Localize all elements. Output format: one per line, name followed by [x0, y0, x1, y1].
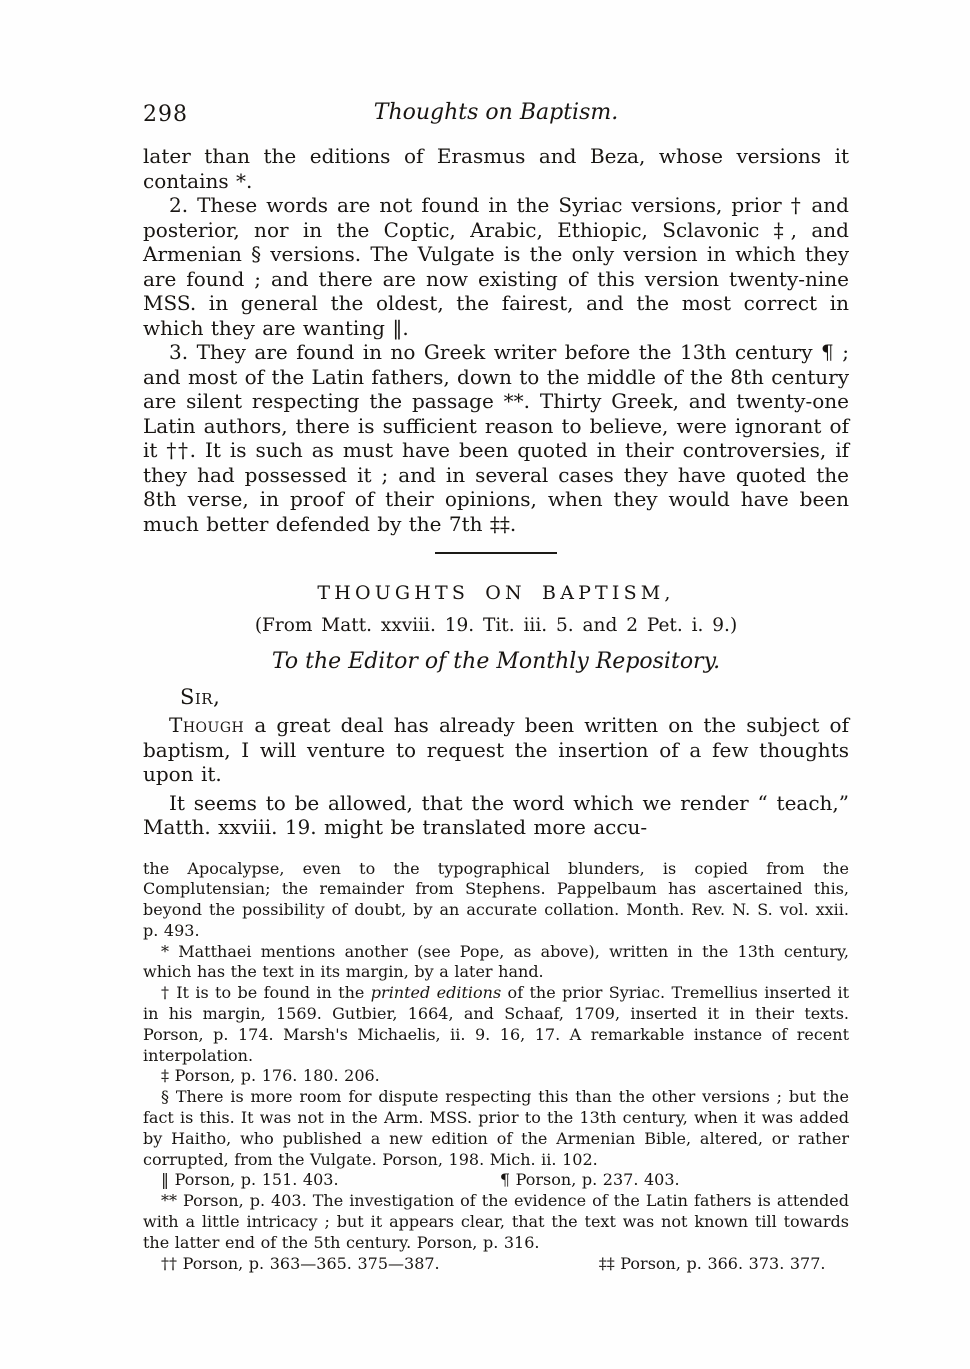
footnote-double-double-dagger: ‡‡ Porson, p. 366. 373. 377.	[598, 1253, 826, 1273]
footnote-two-column-row	[143, 1254, 849, 1275]
footnote-pilcrow: ¶ Porson, p. 237. 403.	[499, 1170, 680, 1190]
letter-body	[143, 713, 849, 840]
footnote-section-mark: § There is more room for dispute respecting this than the other versions ; but the fact is this. It was not in the Arm. MSS. prior to the 13th century, when it was added by Haitho, who published a new edition of the Armenian Bible, altered, or rather corrupted, from the Vulgate. Porson, 198. Mich. ii. 102.	[143, 1087, 849, 1169]
running-title: Thoughts on Baptism.	[373, 100, 619, 125]
article-continuation	[143, 144, 849, 536]
salutation: Sir,	[180, 685, 221, 709]
page-number: 298	[143, 102, 188, 127]
paragraph-point-3: 3. They are found in no Greek writer before the 13th century ¶ ; and most of the Latin fathers, down to the middle of the 8th century are silent respecting the passage **. Thirty Greek, and twenty-one Latin authors, there is sufficient reason to believe, were ignorant of it ††. It is such as must have been quoted in their controversies, if they had possessed it ; and in several cases they have quoted the 8th verse, in proof of their opinions, when they would have been much better defended by the 7th ‡‡.	[143, 340, 849, 536]
footnote-double-dagger-double: †† Porson, p. 363—365. 375—387.	[161, 1253, 440, 1273]
footnote-double-star: ** Porson, p. 403. The investigation of the evidence of the Latin fathers is attended with a little intricacy ; but it appears clear, that the text was not known till towards the latter end of the 5th century. Porson, p. 316.	[143, 1191, 849, 1252]
footnote-text: of the prior Syriac. Tremellius inserted it in his margin, 1569. Gutbier, 1664, and Schaaf, 1709, inserted it in their texts. Porson, p. 174. Marsh's Michaelis, ii. 9. 16, 17. A remarkable instance of recent interpolation.	[143, 983, 850, 1065]
letter-paragraph-1	[143, 713, 849, 787]
page-header	[143, 100, 849, 130]
footnote-parallel: ‖ Porson, p. 151. 403.	[161, 1170, 339, 1190]
paragraph-point-2: 2. These words are not found in the Syriac versions, prior † and posterior, nor in the Coptic, Arabic, Ethiopic, Sclavonic ‡, and Armenian § versions. The Vulgate is the only version in which they are found ; and there are now existing of this version twenty-nine MSS. in general the oldest, the fairest, and the most correct in which they are wanting ‖.	[143, 193, 849, 340]
section-divider-rule	[435, 552, 557, 554]
paragraph-text: a great deal has already been written on the subject of baptism, I will venture to request the insertion of a few thoughts upon it.	[143, 713, 849, 786]
letter-paragraph-2: It seems to be allowed, that the word which we render “ teach,” Matth. xxviii. 19. might be translated more accu-	[143, 790, 849, 839]
article-address-line: To the Editor of the Monthly Repository.	[271, 649, 721, 674]
footnotes-block	[143, 859, 849, 1275]
footnote-italic-phrase: printed editions	[370, 983, 502, 1003]
footnote-text: † It is to be found in the	[161, 983, 371, 1003]
lead-word-small-caps: Though	[169, 713, 245, 737]
footnote-dagger	[143, 983, 849, 1066]
footnote-two-column-row	[143, 1170, 849, 1191]
new-article	[143, 582, 849, 840]
text-block	[143, 100, 849, 1274]
footnote-star: * Matthaei mentions another (see Pope, as above), written in the 13th century, which has the text in its margin, by a later hand.	[143, 941, 849, 982]
paragraph-continuation: later than the editions of Erasmus and Beza, whose versions it contains *.	[143, 144, 849, 193]
footnote-double-dagger: ‡ Porson, p. 176. 180. 206.	[161, 1066, 380, 1086]
footnote-continuation: the Apocalypse, even to the typographical blunders, is copied from the Complutensian; the remainder from Stephens. Pappelbaum has ascertained this, beyond the possibility of doubt, by an accurate collation. Month. Rev. N. S. vol. xxii. p. 493.	[143, 858, 849, 940]
article-source-line: (From Matt. xxviii. 19. Tit. iii. 5. and 2 Pet. i. 9.)	[254, 615, 738, 636]
article-title: THOUGHTS ON BAPTISM,	[317, 582, 675, 604]
